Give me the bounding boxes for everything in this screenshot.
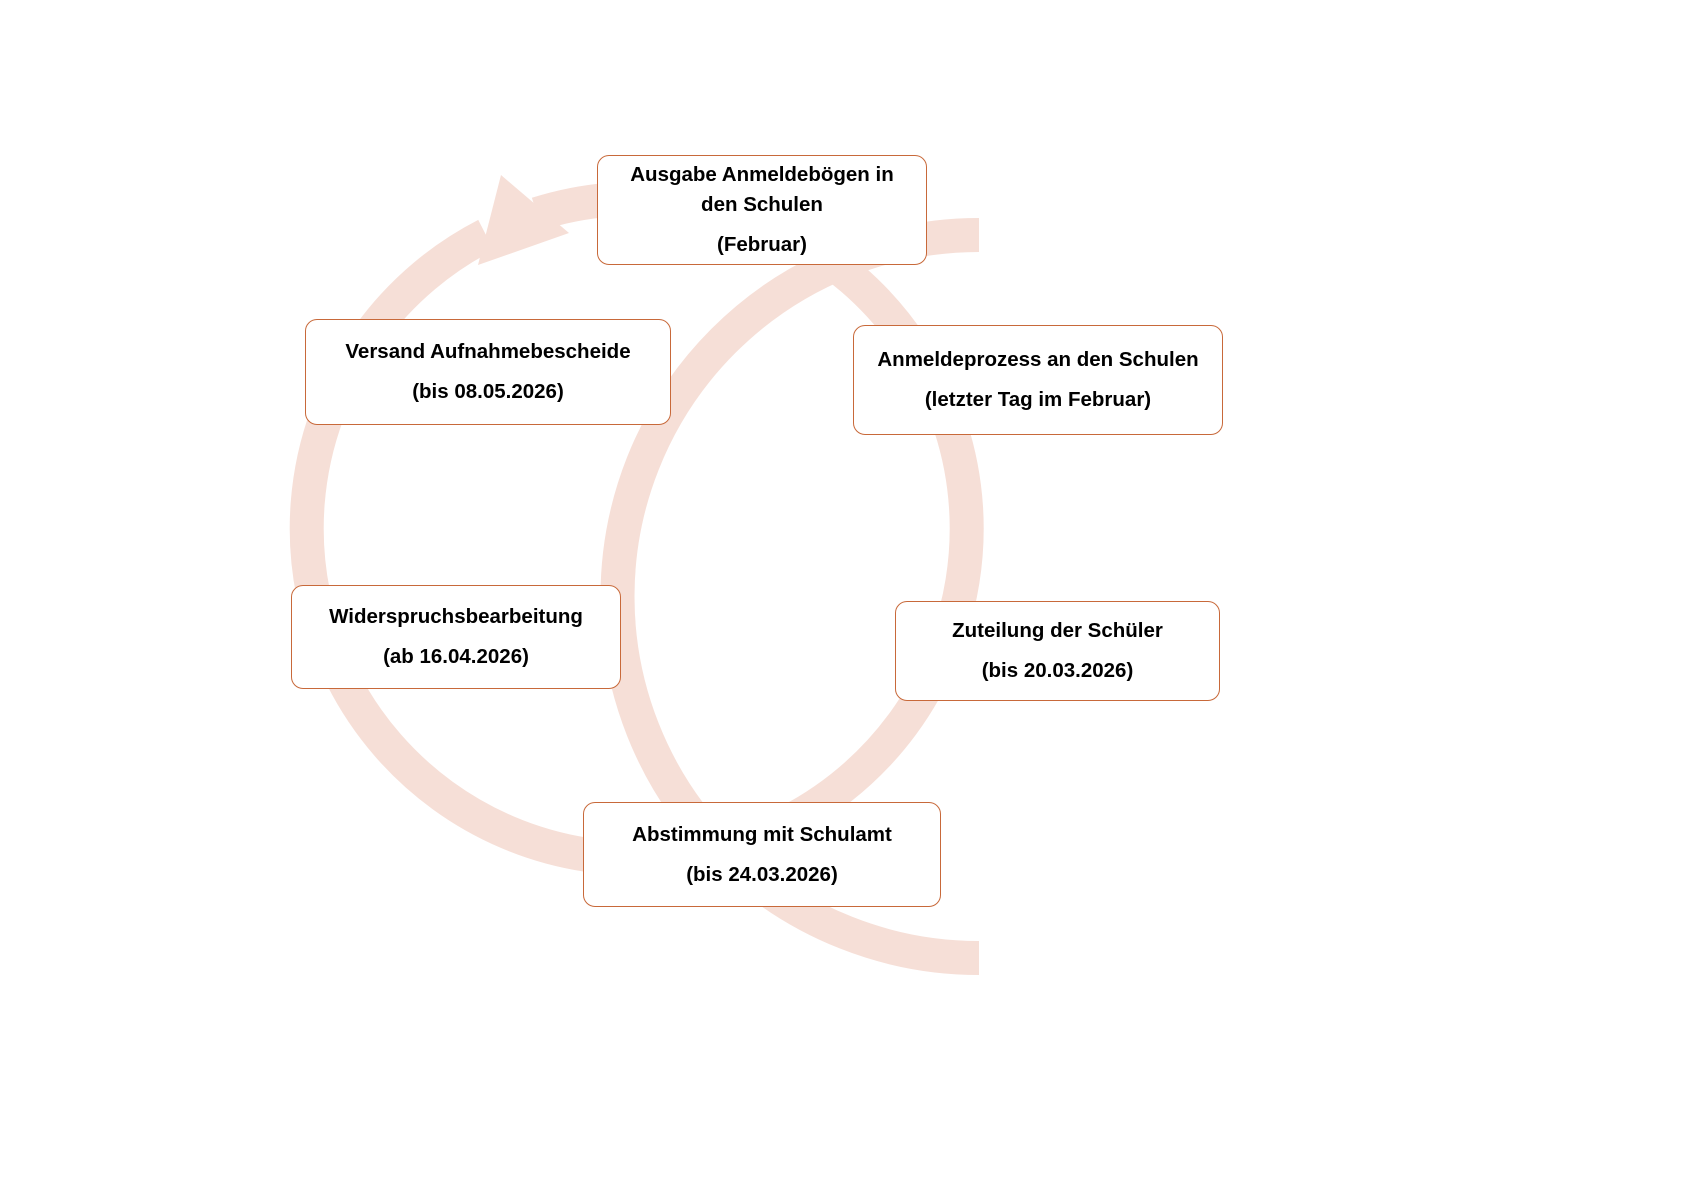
node-title: Anmeldeprozess an den Schulen [877, 348, 1199, 372]
node-versand-aufnahmebescheide [305, 319, 671, 425]
node-zuteilung-schueler [895, 601, 1220, 701]
node-title: Ausgabe Anmeldebögen in den Schulen [630, 163, 894, 217]
node-title: Versand Aufnahmebescheide [345, 340, 631, 364]
node-abstimmung-schulamt [583, 802, 941, 907]
node-title: Zuteilung der Schüler [952, 619, 1163, 643]
node-title: Abstimmung mit Schulamt [632, 822, 892, 846]
node-title: Widerspruchsbearbeitung [329, 605, 583, 629]
node-date: (bis 24.03.2026) [686, 862, 838, 886]
node-anmeldeprozess [853, 325, 1223, 435]
node-date: (bis 20.03.2026) [981, 659, 1134, 682]
node-date: (letzter Tag im Februar) [924, 388, 1152, 411]
node-ausgabe-anmeldeboegen [597, 155, 927, 265]
node-date: (bis 08.05.2026) [412, 380, 564, 403]
node-date: (Februar) [717, 232, 807, 256]
node-date: (ab 16.04.2026) [383, 645, 529, 668]
node-widerspruchsbearbeitung [291, 585, 621, 689]
